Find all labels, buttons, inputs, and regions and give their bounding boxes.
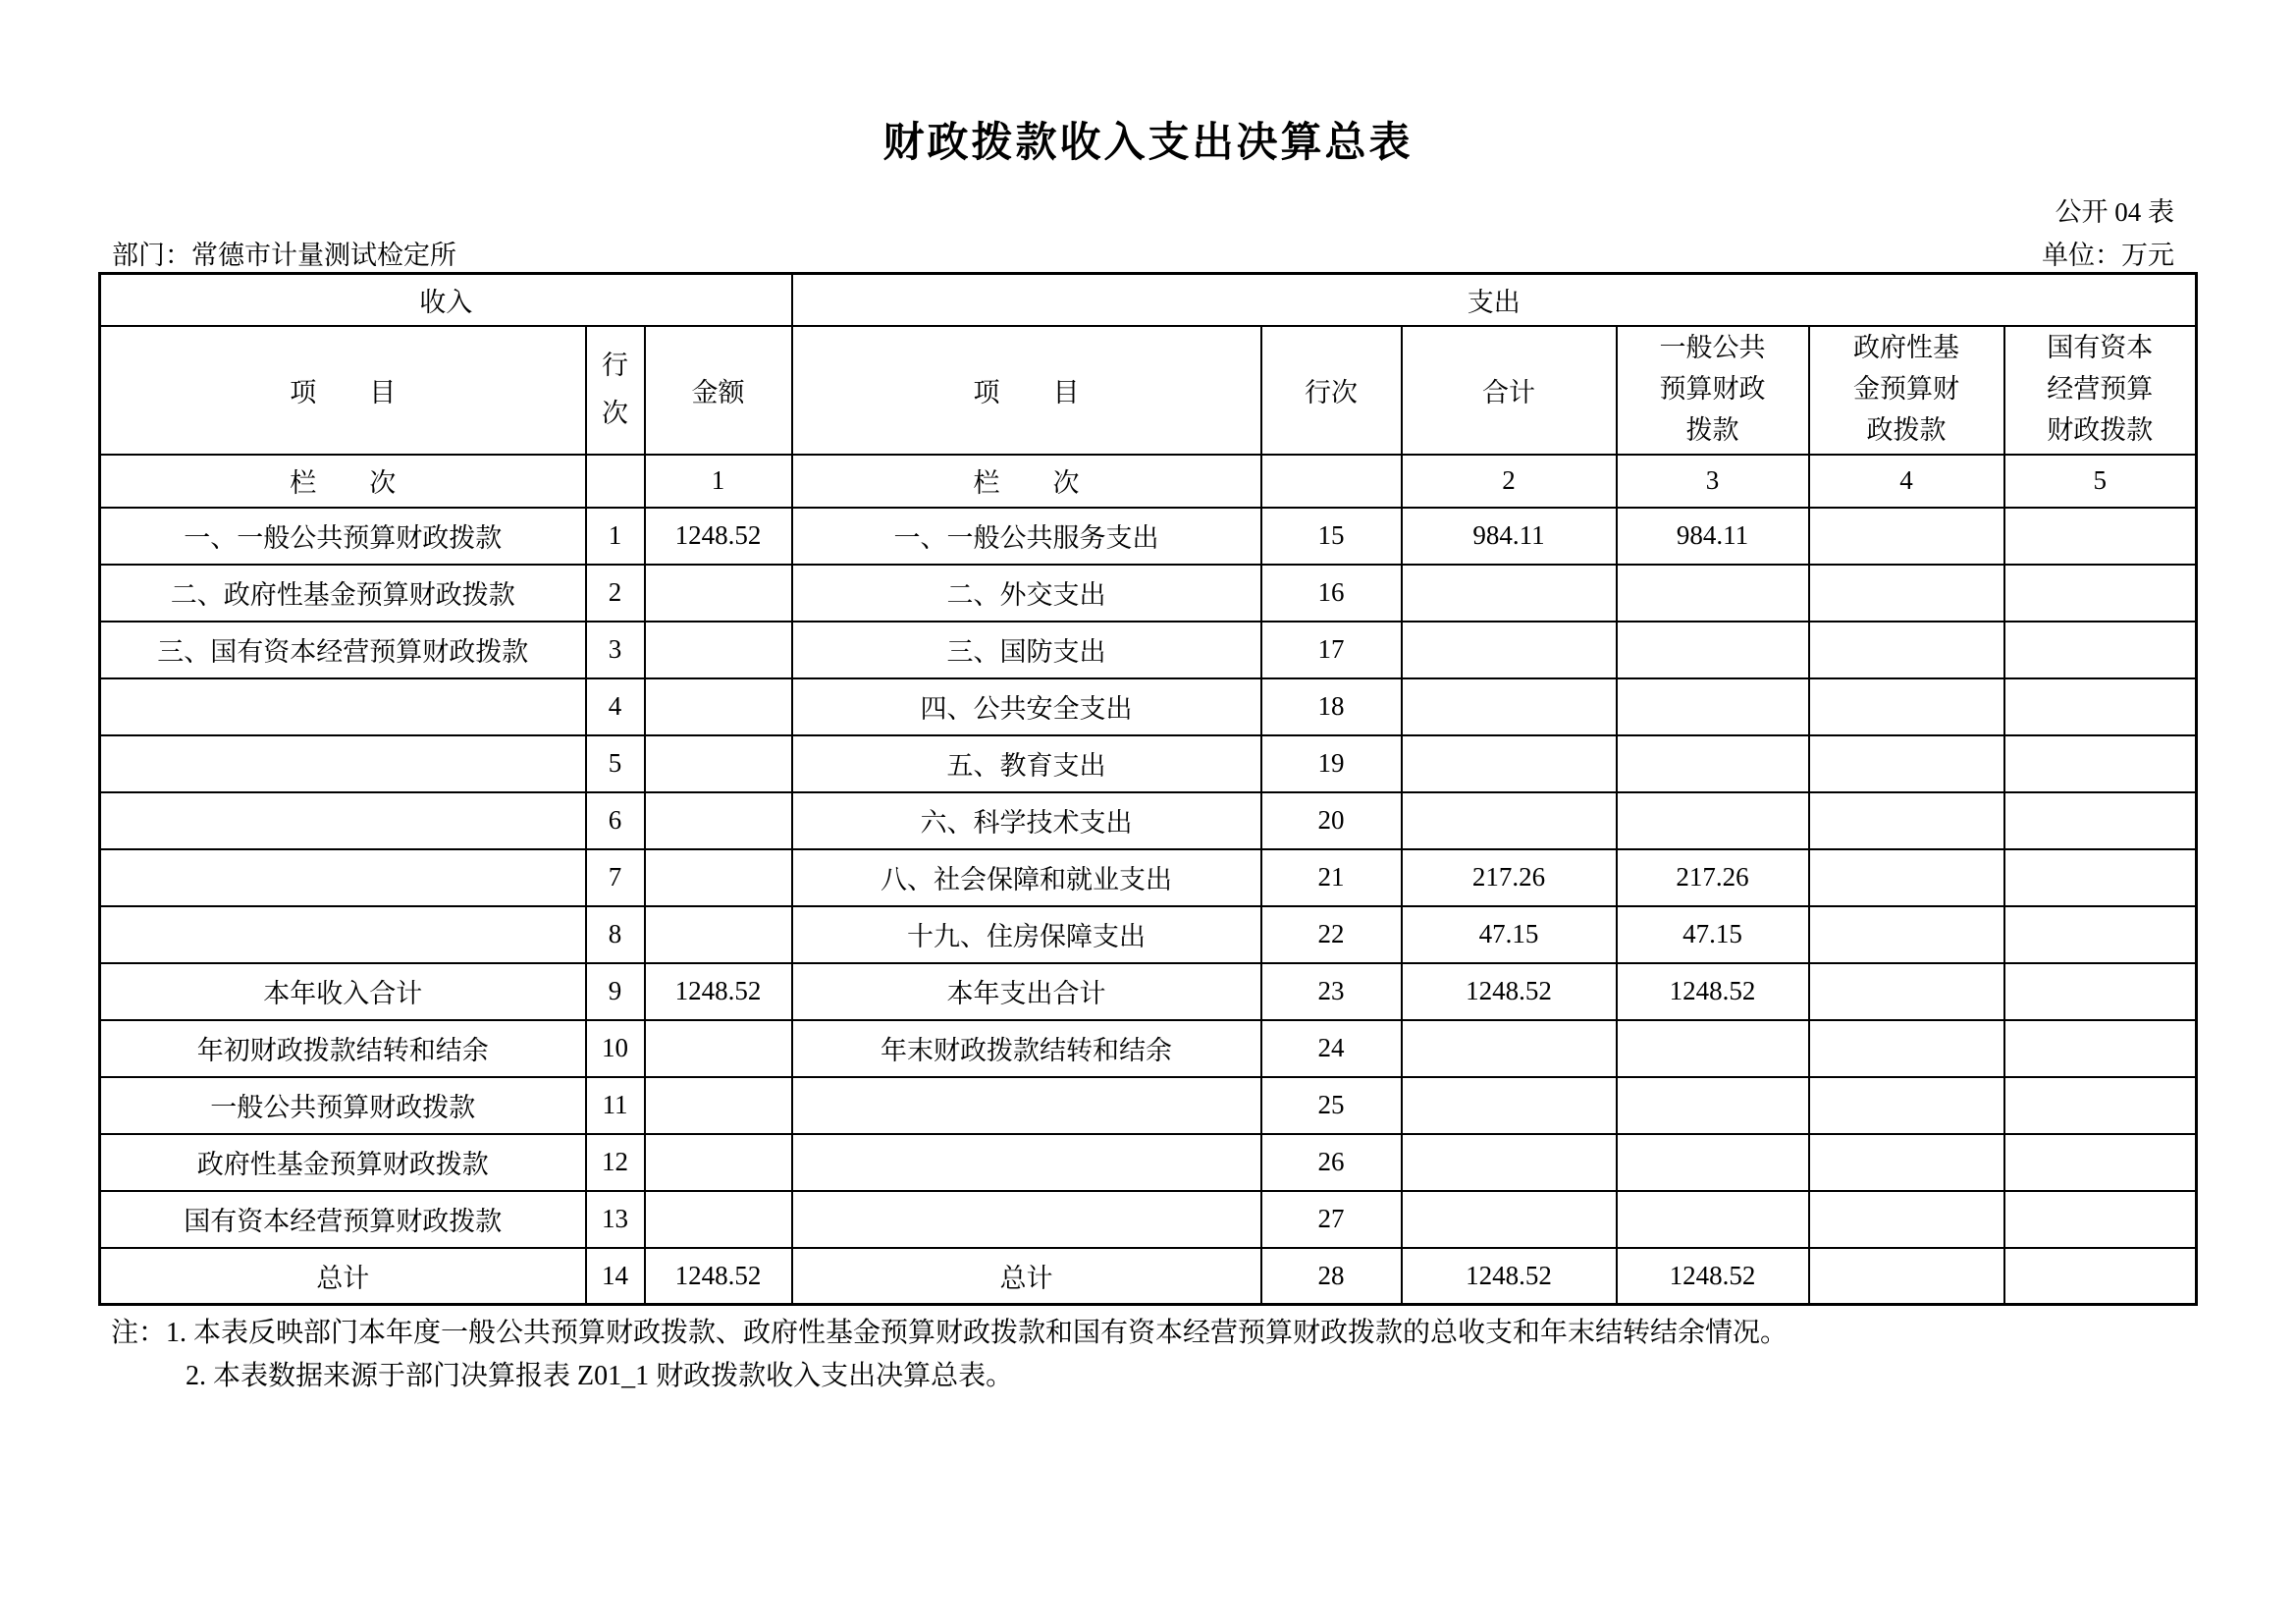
expense-capital-cell <box>2004 678 2197 735</box>
income-rownum-cell: 7 <box>586 849 645 906</box>
expense-total-cell <box>1402 1077 1617 1134</box>
table-row <box>100 1191 2197 1248</box>
expense-total-cell: 47.15 <box>1402 906 1617 963</box>
income-rownum-cell: 5 <box>586 735 645 792</box>
fiscal-summary-table <box>98 272 2198 1306</box>
expense-capital-cell <box>2004 508 2197 565</box>
expense-total-cell <box>1402 565 1617 622</box>
expense-item-cell <box>792 1191 1261 1248</box>
expense-rownum-cell: 20 <box>1261 792 1402 849</box>
expense-item-cell: 总计 <box>792 1248 1261 1305</box>
expense-rownum-cell: 24 <box>1261 1020 1402 1077</box>
expense-total-cell: 984.11 <box>1402 508 1617 565</box>
income-amount-cell <box>645 1191 792 1248</box>
expense-col-index-5: 5 <box>2004 455 2197 508</box>
expense-fund-cell <box>1809 1248 2004 1305</box>
income-item-cell <box>100 849 586 906</box>
expense-total-cell <box>1402 792 1617 849</box>
income-rownum-cell: 12 <box>586 1134 645 1191</box>
expense-fund-cell <box>1809 565 2004 622</box>
income-amount-cell <box>645 1134 792 1191</box>
expense-fund-cell <box>1809 678 2004 735</box>
income-amount-cell <box>645 735 792 792</box>
expense-general-cell <box>1617 678 1809 735</box>
income-item-header: 项 目 <box>100 326 586 455</box>
income-item-cell: 总计 <box>100 1248 586 1305</box>
expense-general-cell <box>1617 1077 1809 1134</box>
expense-rownum-cell: 23 <box>1261 963 1402 1020</box>
expense-general-cell: 984.11 <box>1617 508 1809 565</box>
income-rownum-cell: 8 <box>586 906 645 963</box>
income-item-cell: 年初财政拨款结转和结余 <box>100 1020 586 1077</box>
expense-capital-cell <box>2004 1077 2197 1134</box>
expense-gov-fund-header <box>1809 326 2004 455</box>
expense-state-capital-header-text: 国有资本经营预算财政拨款 <box>2047 333 2154 445</box>
expense-capital-cell <box>2004 1134 2197 1191</box>
expense-fund-cell <box>1809 849 2004 906</box>
income-item-cell: 三、国有资本经营预算财政拨款 <box>100 622 586 678</box>
income-item-cell <box>100 678 586 735</box>
income-item-cell: 二、政府性基金预算财政拨款 <box>100 565 586 622</box>
expense-col-index-3: 3 <box>1617 455 1809 508</box>
expense-total-cell: 1248.52 <box>1402 1248 1617 1305</box>
income-rownum-cell: 13 <box>586 1191 645 1248</box>
income-item-cell <box>100 906 586 963</box>
expense-capital-cell <box>2004 565 2197 622</box>
expense-item-cell: 本年支出合计 <box>792 963 1261 1020</box>
table-row <box>100 849 2197 906</box>
income-item-cell: 本年收入合计 <box>100 963 586 1020</box>
expense-general-cell <box>1617 1020 1809 1077</box>
expense-col-index-2: 2 <box>1402 455 1617 508</box>
expense-item-cell: 年末财政拨款结转和结余 <box>792 1020 1261 1077</box>
expense-rownum-blank-cell <box>1261 455 1402 508</box>
column-header-row <box>100 326 2197 455</box>
expense-fund-cell <box>1809 735 2004 792</box>
expense-fund-cell <box>1809 1134 2004 1191</box>
income-amount-cell: 1248.52 <box>645 1248 792 1305</box>
expense-rownum-cell: 21 <box>1261 849 1402 906</box>
expense-fund-cell <box>1809 1077 2004 1134</box>
income-rownum-cell: 1 <box>586 508 645 565</box>
expense-gov-fund-header-text: 政府性基金预算财政拨款 <box>1853 333 1960 445</box>
expense-item-cell: 二、外交支出 <box>792 565 1261 622</box>
income-rownum-cell: 10 <box>586 1020 645 1077</box>
expense-item-cell: 十九、住房保障支出 <box>792 906 1261 963</box>
expense-general-cell: 1248.52 <box>1617 963 1809 1020</box>
expense-total-cell <box>1402 1134 1617 1191</box>
income-item-cell: 国有资本经营预算财政拨款 <box>100 1191 586 1248</box>
expense-lanci-cell: 栏 次 <box>792 455 1261 508</box>
table-row <box>100 1020 2197 1077</box>
expense-general-budget-header <box>1617 326 1809 455</box>
expense-rownum-cell: 16 <box>1261 565 1402 622</box>
expense-capital-cell <box>2004 906 2197 963</box>
income-amount-cell <box>645 1077 792 1134</box>
expense-rownum-cell: 22 <box>1261 906 1402 963</box>
expense-general-cell <box>1617 1134 1809 1191</box>
expense-rownum-cell: 19 <box>1261 735 1402 792</box>
income-item-cell: 政府性基金预算财政拨款 <box>100 1134 586 1191</box>
expense-capital-cell <box>2004 1191 2197 1248</box>
expense-fund-cell <box>1809 622 2004 678</box>
income-rownum-cell: 14 <box>586 1248 645 1305</box>
expense-item-cell: 八、社会保障和就业支出 <box>792 849 1261 906</box>
table-row <box>100 1134 2197 1191</box>
income-rownum-header-text: 行次 <box>602 351 628 428</box>
expense-item-cell: 三、国防支出 <box>792 622 1261 678</box>
table-row <box>100 963 2197 1020</box>
income-rownum-header <box>586 326 645 455</box>
income-item-cell: 一般公共预算财政拨款 <box>100 1077 586 1134</box>
income-rownum-cell: 3 <box>586 622 645 678</box>
income-amount-cell <box>645 792 792 849</box>
expense-general-cell <box>1617 735 1809 792</box>
expense-general-cell <box>1617 792 1809 849</box>
table-row <box>100 735 2197 792</box>
note-line-2: 2. 本表数据来源于部门决算报表 Z01_1 财政拨款收入支出决算总表。 <box>186 1361 1014 1391</box>
expense-rownum-cell: 28 <box>1261 1248 1402 1305</box>
unit-label: 单位：万元 <box>2042 241 2174 270</box>
income-amount-cell <box>645 622 792 678</box>
table-row <box>100 906 2197 963</box>
table-row <box>100 678 2197 735</box>
income-col-index-1: 1 <box>645 455 792 508</box>
expense-item-cell: 五、教育支出 <box>792 735 1261 792</box>
income-rownum-cell: 9 <box>586 963 645 1020</box>
income-amount-cell <box>645 678 792 735</box>
income-item-cell <box>100 735 586 792</box>
expense-fund-cell <box>1809 792 2004 849</box>
income-rownum-cell: 6 <box>586 792 645 849</box>
expense-item-cell: 六、科学技术支出 <box>792 792 1261 849</box>
table-row <box>100 565 2197 622</box>
expense-general-cell <box>1617 565 1809 622</box>
table-row <box>100 792 2197 849</box>
income-lanci-cell: 栏 次 <box>100 455 586 508</box>
expense-item-header: 项 目 <box>792 326 1261 455</box>
expense-general-cell: 47.15 <box>1617 906 1809 963</box>
expense-capital-cell <box>2004 1020 2197 1077</box>
expense-total-cell <box>1402 1191 1617 1248</box>
expense-rownum-cell: 15 <box>1261 508 1402 565</box>
department-label: 部门：常德市计量测试检定所 <box>112 241 456 270</box>
expense-total-cell: 217.26 <box>1402 849 1617 906</box>
expense-general-cell: 217.26 <box>1617 849 1809 906</box>
expense-item-cell: 四、公共安全支出 <box>792 678 1261 735</box>
income-amount-header: 金额 <box>645 326 792 455</box>
income-rownum-blank-cell <box>586 455 645 508</box>
expense-fund-cell <box>1809 963 2004 1020</box>
table-row <box>100 1077 2197 1134</box>
expense-general-cell: 1248.52 <box>1617 1248 1809 1305</box>
notes-block <box>111 1312 2202 1398</box>
table-row <box>100 508 2197 565</box>
income-section-header: 收入 <box>100 274 792 326</box>
income-amount-cell <box>645 565 792 622</box>
expense-state-capital-header <box>2004 326 2197 455</box>
income-rownum-cell: 11 <box>586 1077 645 1134</box>
expense-fund-cell <box>1809 906 2004 963</box>
expense-total-cell <box>1402 678 1617 735</box>
expense-rownum-cell: 17 <box>1261 622 1402 678</box>
expense-item-cell: 一、一般公共服务支出 <box>792 508 1261 565</box>
expense-capital-cell <box>2004 849 2197 906</box>
income-item-cell: 一、一般公共预算财政拨款 <box>100 508 586 565</box>
form-code-label: 公开 04 表 <box>2055 197 2174 227</box>
expense-section-header: 支出 <box>792 274 2197 326</box>
income-item-cell <box>100 792 586 849</box>
expense-total-header: 合计 <box>1402 326 1617 455</box>
income-amount-cell <box>645 849 792 906</box>
expense-capital-cell <box>2004 963 2197 1020</box>
page-title: 财政拨款收入支出决算总表 <box>882 121 1414 166</box>
income-rownum-cell: 4 <box>586 678 645 735</box>
expense-fund-cell <box>1809 508 2004 565</box>
expense-fund-cell <box>1809 1020 2004 1077</box>
income-amount-cell: 1248.52 <box>645 963 792 1020</box>
expense-rownum-cell: 18 <box>1261 678 1402 735</box>
income-amount-cell: 1248.52 <box>645 508 792 565</box>
expense-capital-cell <box>2004 792 2197 849</box>
expense-col-index-4: 4 <box>1809 455 2004 508</box>
section-header-row <box>100 274 2197 326</box>
expense-capital-cell <box>2004 735 2197 792</box>
expense-general-cell <box>1617 622 1809 678</box>
expense-item-cell <box>792 1134 1261 1191</box>
expense-rownum-header: 行次 <box>1261 326 1402 455</box>
expense-total-cell <box>1402 735 1617 792</box>
income-amount-cell <box>645 906 792 963</box>
income-amount-cell <box>645 1020 792 1077</box>
expense-rownum-cell: 27 <box>1261 1191 1402 1248</box>
expense-rownum-cell: 26 <box>1261 1134 1402 1191</box>
expense-fund-cell <box>1809 1191 2004 1248</box>
expense-general-budget-header-text: 一般公共预算财政拨款 <box>1659 333 1766 445</box>
note-line-1: 注：1. 本表反映部门本年度一般公共预算财政拨款、政府性基金预算财政拨款和国有资本经营预算财政拨款的总收支和年末结转结余情况。 <box>111 1318 1789 1348</box>
income-rownum-cell: 2 <box>586 565 645 622</box>
expense-total-cell <box>1402 622 1617 678</box>
table-row <box>100 622 2197 678</box>
column-index-row <box>100 455 2197 508</box>
table-row <box>100 1248 2197 1305</box>
expense-total-cell <box>1402 1020 1617 1077</box>
expense-total-cell: 1248.52 <box>1402 963 1617 1020</box>
expense-general-cell <box>1617 1191 1809 1248</box>
expense-rownum-cell: 25 <box>1261 1077 1402 1134</box>
expense-item-cell <box>792 1077 1261 1134</box>
expense-capital-cell <box>2004 1248 2197 1305</box>
expense-capital-cell <box>2004 622 2197 678</box>
